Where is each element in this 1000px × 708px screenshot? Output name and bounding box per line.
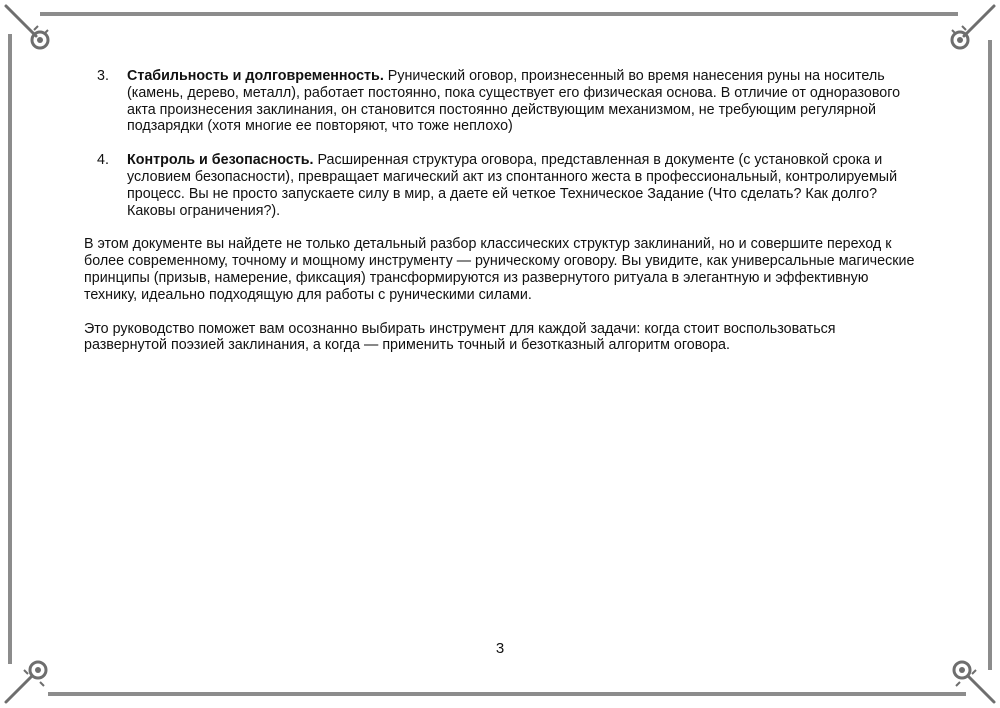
frame-top-border (40, 12, 958, 16)
key-ornament-icon (944, 652, 1000, 708)
page-number: 3 (495, 640, 505, 657)
list-item (84, 68, 916, 135)
list-item-text: Рунический оговор, произнесенный во время нанесения руны на носитель (камень, дерево, металл), работает постоянно, пока существует его физическая основа. В отличие от одноразового акта произнесения заклинания, он становится постоянно действующим механизмом, не требующим регулярной подзарядки (хотя многие ее повторяют, что тоже неплохо) (127, 68, 901, 135)
page-content (84, 68, 916, 371)
paragraph: Это руководство поможет вам осознанно выбирать инструмент для каждой задачи: когда стоит воспользоваться развернутой поэзией заклинания, а когда — применить точный и безотказный алгоритм оговора. (84, 320, 836, 354)
list-item-number: 4. (97, 152, 109, 169)
paragraph: В этом документе вы найдете не только детальный разбор классических структур заклинаний, но и совершите переход к более современному, точному и мощному инструменту — руническому оговору. Вы увидите, как универсальные магические принципы (призыв, намерение, фиксация) трансформируются из развернутого ритуала в элегантную и эффективную технику, идеально подходящую для работы с руническими силами. (84, 236, 915, 303)
key-ornament-icon (0, 0, 56, 56)
list-item-title: Контроль и безопасность. (127, 152, 314, 169)
list-item-number: 3. (97, 68, 109, 84)
list-item (84, 152, 916, 219)
key-ornament-icon (944, 0, 1000, 56)
frame-bottom-border (48, 692, 966, 696)
frame-left-border (8, 34, 12, 664)
list-item-text: Расширенная структура оговора, представленная в документе (с установкой срока и условием безопасности), превращает магический акт из спонтанного жеста в профессиональный, контролируемый процесс. Вы не просто запускаете силу в мир, а даете ей четкое Техническое Задание (Что сделать? Как долго? Каковы ограничения?). (127, 152, 898, 219)
frame-right-border (988, 40, 992, 670)
key-ornament-icon (0, 652, 56, 708)
list-item-title: Стабильность и долговременность. (127, 68, 384, 84)
